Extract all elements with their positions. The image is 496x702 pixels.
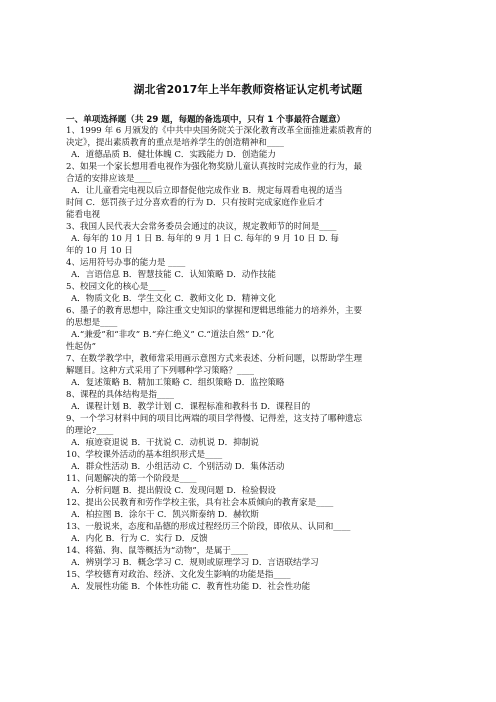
text-line: A.“兼爱”和“非攻” B.“弃仁绝义” C.“道法自然” D.“化 <box>71 330 275 340</box>
text-line: 10、学校课外活动的基本组织形式是____ <box>66 450 223 460</box>
text-line: 2、如果一个家长想用看电视作为强化物奖励儿童认真按时完成作业的行为，最 <box>66 162 363 172</box>
text-line: 9、一个学习材料中间的项目比两端的项目学得慢、记得差，这支持了哪种遗忘 <box>66 414 363 424</box>
text-line: 14、将猫、狗、鼠等概括为“动物”，是属于____ <box>66 546 249 556</box>
text-line: A．言语信息 B．智慧技能 C．认知策略 D．动作技能 <box>71 270 276 280</box>
text-line: A. 每年的 10 月 1 日 B. 每年的 9 月 1 日 C. 每年的 9 月 10 日 D. 每 <box>71 234 339 244</box>
text-line: A．物质文化 B．学生文化 C．教师文化 D．精神文化 <box>71 294 276 304</box>
text-line: 合适的安排应该是____ <box>66 174 152 184</box>
text-line: 时间 C．惩罚孩子过分喜欢看的行为 D．只有按时完成家庭作业后才 <box>66 198 325 208</box>
text-line: 8、课程的具体结构是指____ <box>66 390 174 400</box>
text-line: 决定》，提出素质教育的重点是培养学生的创造精神和____ <box>66 138 284 148</box>
text-line: 的理论?____ <box>66 426 114 436</box>
text-line: A．复述策略 B．精加工策略 C．组织策略 D．监控策略 <box>71 378 285 388</box>
text-line: 12、提出公民教育和劳作学校主张，具有社会本质倾向的教育家是____ <box>66 498 334 508</box>
text-line: 3、我国人民代表大会常务委员会通过的决议，规定教师节的时间是____ <box>66 222 337 232</box>
text-line: A．发展性功能 B．个体性功能 C．教育性功能 D．社会性功能 <box>71 582 311 592</box>
text-line: 性起伪” <box>66 342 97 352</box>
page-title: 湖北省2017年上半年教师资格证认定机考试题 <box>133 83 363 96</box>
text-line: A．群众性活动 B．小组活动 C．个别活动 D．集体活动 <box>71 462 285 472</box>
text-line: 13、一般说来，态度和品德的形成过程经历三个阶段，即依从、认同和____ <box>66 522 351 532</box>
text-line: 年的 10 月 10 日 <box>66 246 133 256</box>
text-line: A．内化 B．行为 C．实行 D．反馈 <box>71 534 208 544</box>
text-line: 解题目。这种方式采用了下列哪种学习策略？____ <box>66 366 255 376</box>
text-line: 的思想是____ <box>66 318 118 328</box>
text-line: A．辨别学习 B．概念学习 C．规则或原理学习 D．言语联结学习 <box>71 558 319 568</box>
text-line: 7、在数学教学中，教师常采用画示意图方式来表述、分析问题，以帮助学生理 <box>66 354 363 364</box>
text-line: 15、学校德育对政治、经济、文化发生影响的功能是指____ <box>66 570 291 580</box>
text-line: A．分析问题 B．提出假设 C．发现问题 D．检验假设 <box>71 486 276 496</box>
text-line: 能看电视 <box>66 210 101 220</box>
text-line: 11、问题解决的第一个阶段是____ <box>66 474 197 484</box>
text-line: A．痕迹衰退说 B．干扰说 C．动机说 D．抑制说 <box>71 438 259 448</box>
text-line: A．课程计划 B．教学计划 C．课程标准和教科书 D．课程目的 <box>71 402 311 412</box>
text-line: 6、墨子的教育思想中，除注重文史知识的掌握和逻辑思维能力的培养外，主要 <box>66 306 363 316</box>
text-line: 4、运用符号办事的能力是 ____ <box>66 258 186 268</box>
text-line: A．让儿童看完电视以后立即督促他完成作业 B．规定每周看电视的适当 <box>71 186 343 196</box>
text-line: 5、校园文化的核心是____ <box>66 282 166 292</box>
text-line: 1、1999 年 6 月颁发的《中共中央国务院关于深化教育改革全面推进素质教育的 <box>66 126 372 136</box>
text-line: A．柏拉图 B．涂尔干 C．凯兴斯泰纳 D．赫钦斯 <box>71 510 259 520</box>
text-line: A．道德品质 B．健壮体魄 C．实践能力 D．创造能力 <box>71 150 276 160</box>
section-heading: 一、单项选择题（共 29 题，每题的备选项中，只有 1 个事最符合题意） <box>66 115 346 125</box>
